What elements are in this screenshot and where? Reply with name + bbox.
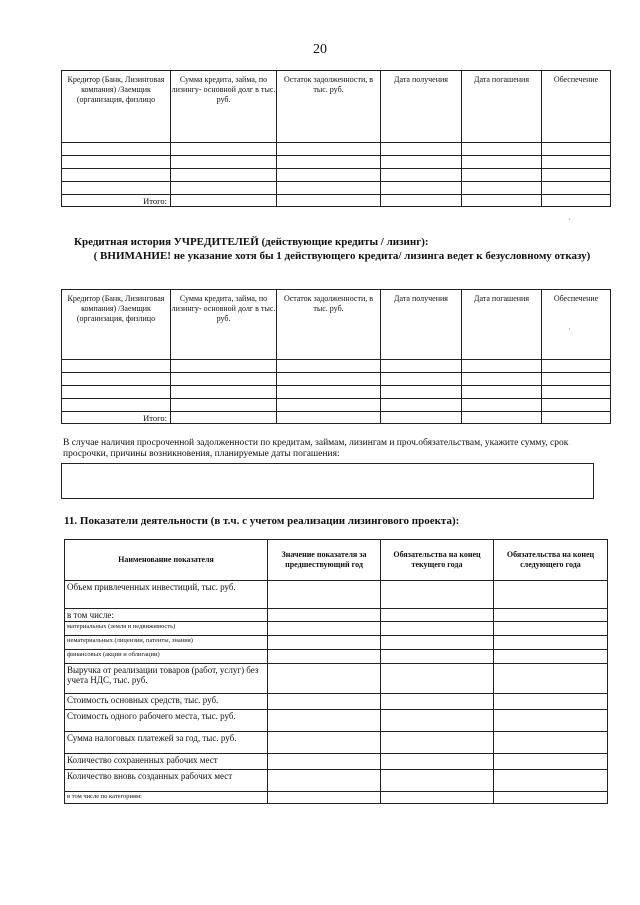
credit-table-header-row (62, 71, 611, 143)
indicator-row (65, 694, 608, 710)
cell[interactable] (381, 386, 462, 399)
indicator-value-cell[interactable] (381, 609, 494, 622)
header-date-received: Дата получения (381, 290, 462, 360)
indicator-row (65, 732, 608, 754)
header-date-received: Дата получения (381, 71, 462, 143)
cell[interactable] (462, 156, 542, 169)
cell[interactable] (542, 169, 611, 182)
cell[interactable] (62, 360, 171, 373)
cell[interactable] (62, 156, 171, 169)
cell[interactable] (381, 143, 462, 156)
founders-table-header-row (62, 290, 611, 360)
indicator-value-cell[interactable] (494, 664, 608, 694)
indicator-value-cell[interactable] (381, 664, 494, 694)
header-creditor: Кредитор (Банк, Лизинговая компания) /Заемщик (организация, физлицо (62, 290, 171, 360)
cell[interactable] (462, 412, 542, 424)
cell[interactable] (542, 360, 611, 373)
indicator-value-cell[interactable] (494, 770, 608, 792)
cell[interactable] (171, 156, 277, 169)
cell[interactable] (277, 156, 381, 169)
header-next-year-end: Обязательства на конец следующего года (494, 540, 608, 581)
indicator-label: Стоимость основных средств, тыс. руб. (65, 694, 268, 710)
cell[interactable] (542, 143, 611, 156)
indicator-row (65, 664, 608, 694)
table-row (62, 386, 611, 399)
indicator-row (65, 581, 608, 609)
cell[interactable] (171, 360, 277, 373)
itogo-row (62, 412, 611, 424)
overdue-instructions: В случае наличия просроченной задолженности по кредитам, займам, лизингам и проч.обязательствам, укажите сумму, срок просрочки, причины возникновения, планируемые даты погашения: (63, 438, 569, 459)
header-creditor: Кредитор (Банк, Лизинговая компания) /Заемщик (организация, физлицо (62, 71, 171, 143)
cell[interactable] (171, 373, 277, 386)
overdue-details-field[interactable] (61, 463, 594, 499)
cell[interactable] (277, 169, 381, 182)
cell[interactable] (542, 195, 611, 207)
indicator-row (65, 609, 608, 622)
cell[interactable] (381, 399, 462, 412)
indicator-value-cell[interactable] (268, 770, 381, 792)
founders-heading: Кредитная история УЧРЕДИТЕЛЕЙ (действующие кредиты / лизинг): (74, 236, 429, 248)
indicator-value-cell[interactable] (381, 650, 494, 664)
table-row (62, 182, 611, 195)
cell[interactable] (171, 182, 277, 195)
indicator-value-cell[interactable] (494, 694, 608, 710)
cell[interactable] (277, 412, 381, 424)
cell[interactable] (62, 386, 171, 399)
cell[interactable] (62, 169, 171, 182)
table-row (62, 360, 611, 373)
cell[interactable] (171, 169, 277, 182)
cell[interactable] (542, 412, 611, 424)
scan-mark: · (568, 325, 571, 334)
cell[interactable] (381, 195, 462, 207)
indicator-label: финансовых (акции и облигации) (65, 650, 268, 664)
cell[interactable] (462, 195, 542, 207)
header-debt-balance: Остаток задолженности, в тыс. руб. (277, 71, 381, 143)
indicator-value-cell[interactable] (494, 710, 608, 732)
cell[interactable] (171, 412, 277, 424)
itogo-row (62, 195, 611, 207)
cell[interactable] (171, 399, 277, 412)
indicator-value-cell[interactable] (381, 710, 494, 732)
header-current-year-end: Обязательства на конец текущего года (381, 540, 494, 581)
cell[interactable] (542, 386, 611, 399)
cell[interactable] (462, 373, 542, 386)
indicator-label: нематериальных (лицензии, патенты, знания) (65, 636, 268, 650)
cell[interactable] (462, 182, 542, 195)
indicator-row (65, 754, 608, 770)
founders-credit-table (61, 289, 611, 424)
table-row (62, 399, 611, 412)
indicator-value-cell[interactable] (268, 732, 381, 754)
cell[interactable] (462, 360, 542, 373)
cell[interactable] (381, 360, 462, 373)
indicator-value-cell[interactable] (268, 792, 381, 804)
cell[interactable] (62, 399, 171, 412)
indicator-label: в том числе по категориям: (65, 792, 268, 804)
indicator-value-cell[interactable] (494, 636, 608, 650)
table-row (62, 143, 611, 156)
cell[interactable] (277, 399, 381, 412)
indicator-value-cell[interactable] (381, 792, 494, 804)
indicator-value-cell[interactable] (268, 650, 381, 664)
header-date-repaid: Дата погашения (462, 71, 542, 143)
indicator-label: Объем привлеченных инвестиций, тыс. руб. (65, 581, 268, 609)
header-debt-balance: Остаток задолженности, в тыс. руб. (277, 290, 381, 360)
indicator-value-cell[interactable] (381, 770, 494, 792)
header-date-repaid: Дата погашения (462, 290, 542, 360)
header-loan-amount: Сумма кредита, займа, по лизингу- основной долг в тыс. руб. (171, 71, 277, 143)
indicator-value-cell[interactable] (381, 694, 494, 710)
itogo-label: Итого: (62, 412, 171, 424)
indicator-value-cell[interactable] (381, 754, 494, 770)
indicator-row (65, 650, 608, 664)
indicator-value-cell[interactable] (268, 754, 381, 770)
indicator-label: материальных (земля и недвижимость) (65, 622, 268, 636)
founders-warning: ( ВНИМАНИЕ! не указание хотя бы 1 действующего кредита/ лизинга ведет к безусловному отказу) (93, 250, 591, 262)
header-collateral: Обеспечение (542, 290, 611, 360)
cell[interactable] (62, 143, 171, 156)
indicator-row (65, 710, 608, 732)
credit-history-table (61, 70, 611, 207)
indicator-value-cell[interactable] (268, 664, 381, 694)
indicator-value-cell[interactable] (494, 622, 608, 636)
table-row (62, 373, 611, 386)
header-collateral: Обеспечение (542, 71, 611, 143)
indicator-value-cell[interactable] (494, 650, 608, 664)
cell[interactable] (277, 182, 381, 195)
indicator-label: в том числе: (65, 609, 268, 622)
indicator-value-cell[interactable] (381, 622, 494, 636)
indicator-value-cell[interactable] (268, 636, 381, 650)
indicator-value-cell[interactable] (381, 581, 494, 609)
cell[interactable] (542, 182, 611, 195)
section-11-title: 11. Показатели деятельности (в т.ч. с учетом реализации лизингового проекта): (64, 515, 460, 527)
indicator-value-cell[interactable] (494, 754, 608, 770)
indicator-value-cell[interactable] (494, 581, 608, 609)
cell[interactable] (381, 412, 462, 424)
indicator-value-cell[interactable] (381, 732, 494, 754)
cell[interactable] (542, 373, 611, 386)
cell[interactable] (277, 373, 381, 386)
indicator-row (65, 792, 608, 804)
indicator-value-cell[interactable] (494, 792, 608, 804)
indicator-value-cell[interactable] (494, 609, 608, 622)
cell[interactable] (381, 373, 462, 386)
indicator-value-cell[interactable] (268, 710, 381, 732)
page-number: 20 (313, 42, 327, 57)
indicator-value-cell[interactable] (494, 732, 608, 754)
indicator-value-cell[interactable] (381, 636, 494, 650)
cell[interactable] (277, 386, 381, 399)
indicator-value-cell[interactable] (268, 694, 381, 710)
header-previous-year: Значение показателя за предшествующий год (268, 540, 381, 581)
cell[interactable] (381, 156, 462, 169)
cell[interactable] (171, 143, 277, 156)
cell[interactable] (381, 182, 462, 195)
cell[interactable] (542, 156, 611, 169)
indicator-value-cell[interactable] (268, 622, 381, 636)
indicator-row (65, 636, 608, 650)
cell[interactable] (62, 373, 171, 386)
performance-indicators-table (64, 539, 608, 804)
indicator-label: Количество сохраненных рабочих мест (65, 754, 268, 770)
cell[interactable] (462, 386, 542, 399)
indicator-label: Количество вновь созданных рабочих мест (65, 770, 268, 792)
header-loan-amount: Сумма кредита, займа, по лизингу- основной долг в тыс. руб. (171, 290, 277, 360)
cell[interactable] (381, 169, 462, 182)
indicators-body (65, 581, 608, 804)
indicator-label: Выручка от реализации товаров (работ, услуг) без учета НДС, тыс. руб. (65, 664, 268, 694)
indicator-value-cell[interactable] (268, 609, 381, 622)
cell[interactable] (462, 399, 542, 412)
cell[interactable] (171, 386, 277, 399)
cell[interactable] (171, 195, 277, 207)
cell[interactable] (62, 182, 171, 195)
table-row (62, 156, 611, 169)
indicator-label: Стоимость одного рабочего места, тыс. руб. (65, 710, 268, 732)
cell[interactable] (277, 143, 381, 156)
indicator-value-cell[interactable] (268, 581, 381, 609)
cell[interactable] (542, 399, 611, 412)
indicators-header-row (65, 540, 608, 581)
indicator-row (65, 622, 608, 636)
indicator-row (65, 770, 608, 792)
header-indicator-name: Наименование показателя (65, 540, 268, 581)
cell[interactable] (277, 360, 381, 373)
itogo-label: Итого: (62, 195, 171, 207)
cell[interactable] (462, 143, 542, 156)
cell[interactable] (277, 195, 381, 207)
table-row (62, 169, 611, 182)
scan-mark: · (568, 215, 571, 224)
indicator-label: Сумма налоговых платежей за год, тыс. руб. (65, 732, 268, 754)
cell[interactable] (462, 169, 542, 182)
